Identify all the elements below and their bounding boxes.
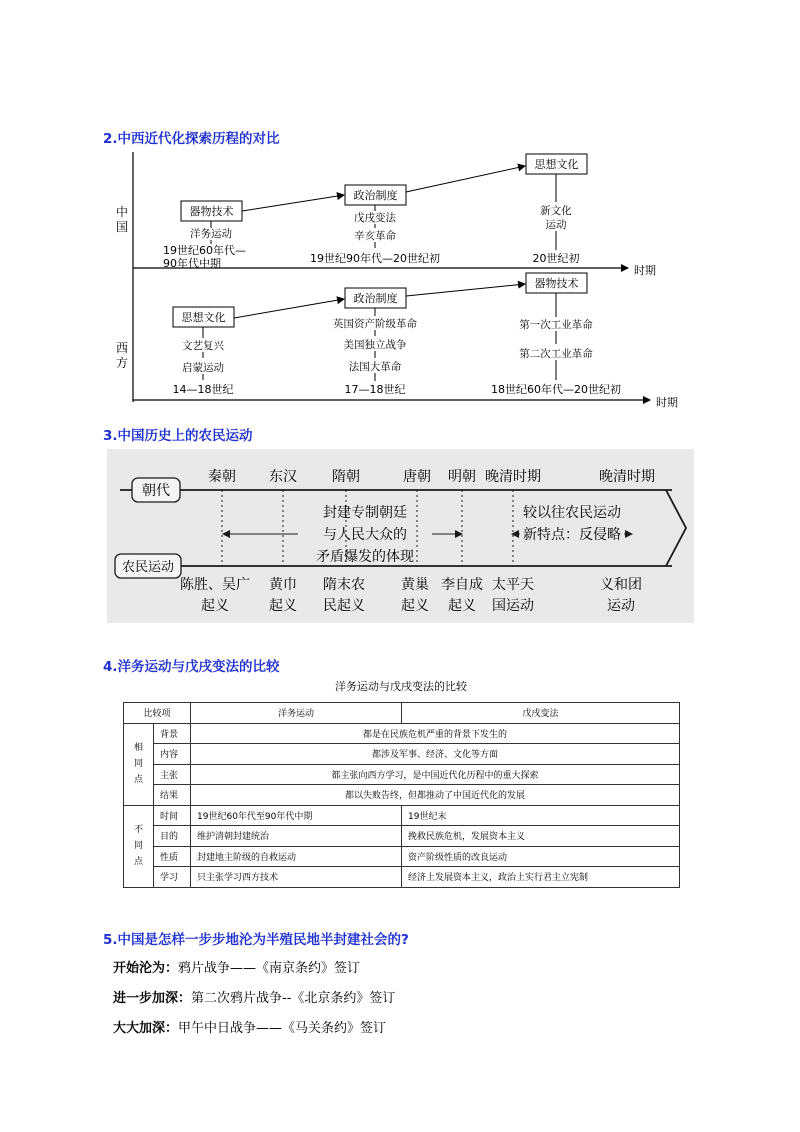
west-box-2-label: 政治制度 xyxy=(353,292,398,305)
china-date-3: 20世纪初 xyxy=(532,252,580,265)
row-item: 主张 xyxy=(154,764,191,785)
west-date-3: 18世纪60年代—20世纪初 xyxy=(491,383,621,396)
stage-text: 甲午中日战争——《马关条约》签订 xyxy=(178,1021,387,1036)
row-text: 都以失败告终，但都推动了中国近代化的发展 xyxy=(191,785,680,806)
table-row xyxy=(124,805,680,826)
china-date-2: 19世纪90年代—20世纪初 xyxy=(310,252,440,265)
row-wuxu: 19世纪末 xyxy=(402,805,680,826)
center-text-1: 封建专制朝廷 xyxy=(323,505,407,521)
movement-item: 国运动 xyxy=(492,598,534,614)
china-sub-2a: 戊戌变法 xyxy=(354,212,396,224)
dynasty-item: 东汉 xyxy=(269,469,297,485)
west-time-label: 时期 xyxy=(656,396,678,409)
dynasty-item: 隋朝 xyxy=(332,469,360,485)
movement-item: 陈胜、吴广 xyxy=(180,577,250,593)
china-sub-1: 洋务运动 xyxy=(190,228,232,240)
movement-item: 运动 xyxy=(607,598,635,614)
row-item: 内容 xyxy=(154,744,191,765)
movement-item: 隋末农 xyxy=(323,577,365,593)
section-4-heading: 4.洋务运动与戊戌变法的比较 xyxy=(103,659,280,675)
row-yangwu: 19世纪60年代至90年代中期 xyxy=(191,805,402,826)
china-sub-2b: 辛亥革命 xyxy=(354,230,396,242)
west-date-1: 14—18世纪 xyxy=(172,383,234,396)
row-item: 时间 xyxy=(154,805,191,826)
stage-line-3 xyxy=(113,1017,386,1036)
west-sub-3b: 第二次工业革命 xyxy=(519,348,593,360)
china-label-2: 国 xyxy=(116,220,129,234)
row-wuxu: 经济上发展资本主义，政治上实行君主立宪制 xyxy=(402,867,680,888)
movement-item: 黄巢 xyxy=(401,577,429,593)
movement-item: 起义 xyxy=(448,598,476,614)
china-box-1-label: 器物技术 xyxy=(189,205,234,218)
center-text-2: 与人民大众的 xyxy=(323,527,407,543)
row-text: 都是在民族危机严重的背景下发生的 xyxy=(191,723,680,744)
table-row xyxy=(124,826,680,847)
dynasty-label: 朝代 xyxy=(142,483,170,499)
west-box-1-label: 思想文化 xyxy=(181,311,226,324)
west-sub-1a: 文艺复兴 xyxy=(182,340,224,352)
movement-item: 民起义 xyxy=(323,598,365,614)
header-wuxu: 戊戌变法 xyxy=(402,703,680,724)
china-time-label: 时期 xyxy=(634,264,656,277)
movement-item: 太平天 xyxy=(492,577,534,593)
table-row xyxy=(124,764,680,785)
right-text-1: 较以往农民运动 xyxy=(523,505,621,521)
row-item: 背景 xyxy=(154,723,191,744)
header-yangwu: 洋务运动 xyxy=(191,703,402,724)
movement-item: 起义 xyxy=(201,598,229,614)
header-item: 比较项 xyxy=(124,703,191,724)
row-yangwu: 封建地主阶级的自救运动 xyxy=(191,846,402,867)
dynasty-item: 晚清时期 xyxy=(599,469,655,485)
section-2-heading: 2.中西近代化探索历程的对比 xyxy=(103,131,280,147)
row-item: 目的 xyxy=(154,826,191,847)
china-date-1a: 19世纪60年代— xyxy=(163,244,246,257)
china-date-1b: 90年代中期 xyxy=(163,257,221,270)
center-text-3: 矛盾爆发的体现 xyxy=(316,549,414,565)
table-row xyxy=(124,867,680,888)
china-box-2-label: 政治制度 xyxy=(353,189,398,202)
stage-line-1 xyxy=(113,957,360,976)
diff-group-label: 不 同 点 xyxy=(124,805,154,887)
row-item: 学习 xyxy=(154,867,191,888)
china-sub-3b: 运动 xyxy=(545,219,567,231)
west-label-1: 西 xyxy=(116,341,129,355)
west-sub-1b: 启蒙运动 xyxy=(182,362,224,374)
china-label-1: 中 xyxy=(116,205,129,219)
movement-item: 黄巾 xyxy=(269,577,297,593)
row-yangwu: 只主张学习西方技术 xyxy=(191,867,402,888)
right-text-2: 新特点：反侵略 xyxy=(523,527,621,543)
section-5-heading: 5.中国是怎样一步步地沦为半殖民地半封建社会的? xyxy=(103,932,409,948)
stage-text: 鸦片战争——《南京条约》签订 xyxy=(178,961,361,976)
row-yangwu: 维护清朝封建统治 xyxy=(191,826,402,847)
movement-item: 义和团 xyxy=(600,577,642,593)
table-row xyxy=(124,723,680,744)
movement-item: 起义 xyxy=(401,598,429,614)
dynasty-item: 秦朝 xyxy=(208,469,236,485)
table-title: 洋务运动与戊戌变法的比较 xyxy=(335,680,467,693)
dynasty-item: 明朝 xyxy=(448,469,476,485)
row-item: 结果 xyxy=(154,785,191,806)
stage-label: 大大加深： xyxy=(113,1021,179,1036)
row-wuxu: 资产阶级性质的改良运动 xyxy=(402,846,680,867)
comparison-table xyxy=(123,702,680,888)
stage-label: 进一步加深： xyxy=(113,991,192,1006)
section-3-heading: 3.中国历史上的农民运动 xyxy=(103,428,253,444)
movement-item: 李自成 xyxy=(441,577,483,593)
row-text: 都主张向西方学习，是中国近代化历程中的重大探索 xyxy=(191,764,680,785)
stage-text: 第二次鸦片战争--《北京条约》签订 xyxy=(191,991,396,1006)
west-label-2: 方 xyxy=(116,356,129,370)
west-sub-3a: 第一次工业革命 xyxy=(519,319,593,331)
west-date-2: 17—18世纪 xyxy=(344,383,406,396)
row-text: 都涉及军事、经济、文化等方面 xyxy=(191,744,680,765)
table-row xyxy=(124,846,680,867)
west-sub-2a: 英国资产阶级革命 xyxy=(333,318,417,330)
dynasty-item: 唐朝 xyxy=(403,469,431,485)
same-group-label: 相 同 点 xyxy=(124,723,154,805)
china-box-3-label: 思想文化 xyxy=(534,158,579,171)
dynasty-item: 晚清时期 xyxy=(485,469,541,485)
comparison-table-block xyxy=(123,678,679,888)
row-item: 性质 xyxy=(154,846,191,867)
table-row xyxy=(124,744,680,765)
table-header-row xyxy=(124,703,680,724)
stage-line-2 xyxy=(113,987,395,1006)
movement-item: 起义 xyxy=(269,598,297,614)
stage-label: 开始沦为： xyxy=(113,961,179,976)
movement-label: 农民运动 xyxy=(121,560,175,575)
west-sub-2b: 美国独立战争 xyxy=(343,339,407,351)
table-row xyxy=(124,785,680,806)
west-box-3-label: 器物技术 xyxy=(534,277,579,290)
west-sub-2c: 法国大革命 xyxy=(348,361,402,373)
row-wuxu: 挽救民族危机，发展资本主义 xyxy=(402,826,680,847)
china-sub-3a: 新文化 xyxy=(540,205,572,217)
